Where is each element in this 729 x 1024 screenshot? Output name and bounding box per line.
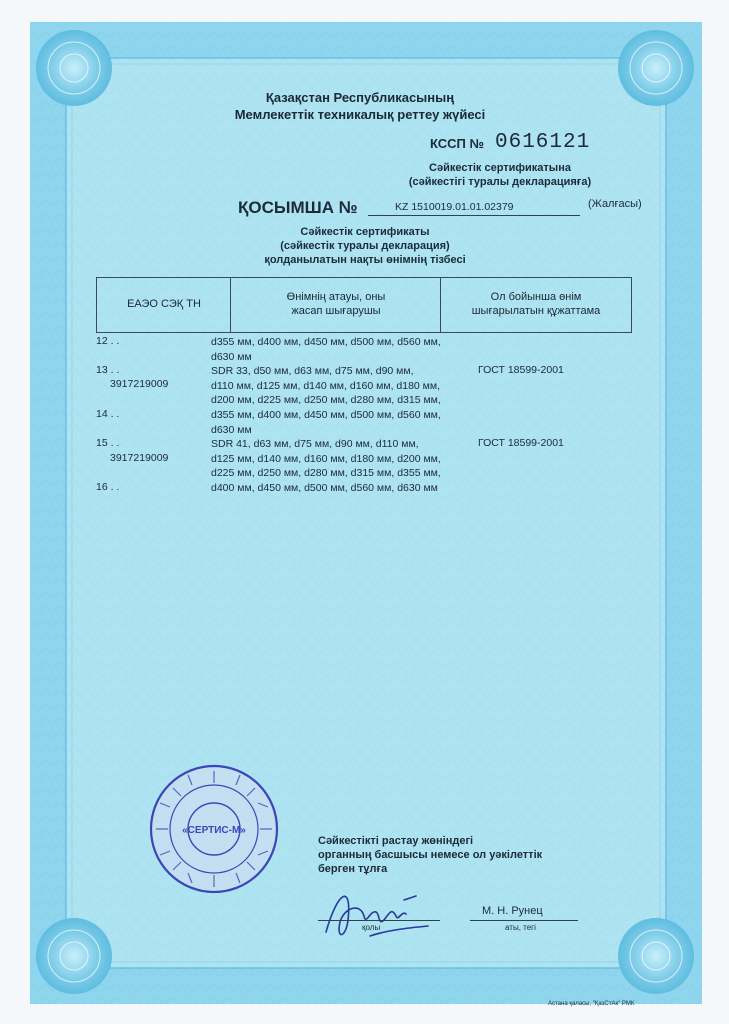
row-code: 3917219009 — [110, 452, 169, 464]
table-row — [211, 335, 481, 364]
row-desc-line: d355 мм, d400 мм, d450 мм, d500 мм, d560 мм, — [211, 336, 441, 348]
row-desc-line: d630 мм — [211, 423, 252, 436]
signatory-title-line-2: органның басшысы немесе ол уәкілеттік — [318, 849, 543, 861]
signatory-title-line-3: берген тұлға — [318, 863, 388, 875]
col-header-name-1: Өнімнің атауы, оны — [286, 291, 386, 303]
row-desc-line: d110 мм, d125 мм, d140 мм, d160 мм, d180 мм, — [211, 379, 441, 392]
row-desc-line: d630 мм — [211, 350, 252, 363]
official-stamp-icon — [148, 763, 280, 895]
row-standard: ГОСТ 18599-2001 — [478, 364, 564, 376]
col-header-name-2: жасап шығарушы — [291, 305, 381, 317]
row-desc-line: d400 мм, d450 мм, d500 мм, d560 мм, d630 мм — [211, 482, 438, 494]
row-desc-line: d125 мм, d140 мм, d160 мм, d180 мм, d200 мм, — [211, 452, 441, 465]
row-number: 12 . . — [96, 335, 120, 347]
row-desc-line: d200 мм, d225 мм, d250 мм, d280 мм, d315 мм, — [211, 394, 441, 407]
registry-label: КССП № — [430, 136, 484, 151]
col-header-code: ЕАЭО СЭҚ ТН — [127, 298, 201, 310]
corner-rosette-icon — [618, 30, 694, 106]
name-caption: аты, тегі — [505, 923, 536, 932]
col-header-doc-2: шығарылатын құжаттама — [471, 305, 601, 317]
signatory-title-line-1: Сәйкестікті растау жөніндегі — [318, 835, 474, 847]
table-row — [211, 408, 481, 437]
subtitle-line-3: қолданылатын нақты өнімнің тізбесі — [264, 254, 466, 266]
signatory-name: М. Н. Рунец — [482, 905, 543, 917]
col-header-doc-1: Ол бойынша өнім — [490, 291, 582, 303]
row-desc-line: SDR 41, d63 мм, d75 мм, d90 мм, d110 мм, — [211, 438, 419, 450]
row-number: 15 . . — [96, 437, 120, 449]
signature-caption: қолы — [362, 923, 381, 932]
row-desc-line: d355 мм, d400 мм, d450 мм, d500 мм, d560 мм, — [211, 409, 441, 421]
handwritten-signature-icon — [318, 880, 438, 950]
row-number: 14 . . — [96, 408, 120, 420]
header-line-1: Қазақстан Республикасының — [265, 90, 455, 105]
name-line — [470, 920, 578, 921]
row-code: 3917219009 — [110, 378, 169, 390]
table-row — [211, 437, 481, 481]
subtitle-line-2: (сәйкестік туралы декларация) — [280, 240, 450, 252]
corner-rosette-icon — [618, 918, 694, 994]
row-desc-line: SDR 33, d50 мм, d63 мм, d75 мм, d90 мм, — [211, 365, 414, 377]
table-row — [211, 481, 481, 496]
products-table-header — [96, 277, 632, 333]
continuation-label: (Жалғасы) — [588, 198, 642, 210]
corner-rosette-icon — [36, 30, 112, 106]
signature-line — [318, 920, 440, 921]
appendix-label: ҚОСЫМША № — [238, 198, 358, 217]
corner-rosette-icon — [36, 918, 112, 994]
table-row — [211, 364, 481, 408]
certificate-ref-line-2: (сәйкестігі туралы декларацияға) — [408, 176, 592, 188]
row-number: 13 . . — [96, 364, 120, 376]
appendix-underline — [368, 215, 580, 216]
registry-number: 0616121 — [495, 131, 591, 154]
row-number: 16 . . — [96, 481, 120, 493]
row-standard: ГОСТ 18599-2001 — [478, 437, 564, 449]
header-line-2: Мемлекеттік техникалық реттеу жүйесі — [234, 107, 486, 122]
row-desc-line: d225 мм, d250 мм, d280 мм, d315 мм, d355 мм, — [211, 467, 441, 480]
subtitle-line-1: Сәйкестік сертификаты — [300, 226, 430, 238]
printer-mark: Астана қаласы, "ҚазСтАк" РМК — [548, 1001, 635, 1007]
stamp-center-text: «СЕРТИС-М» — [182, 825, 246, 836]
certificate-ref-line-1: Сәйкестік сертификатына — [429, 162, 571, 174]
appendix-number: KZ 1510019.01.01.02379 — [395, 201, 514, 213]
